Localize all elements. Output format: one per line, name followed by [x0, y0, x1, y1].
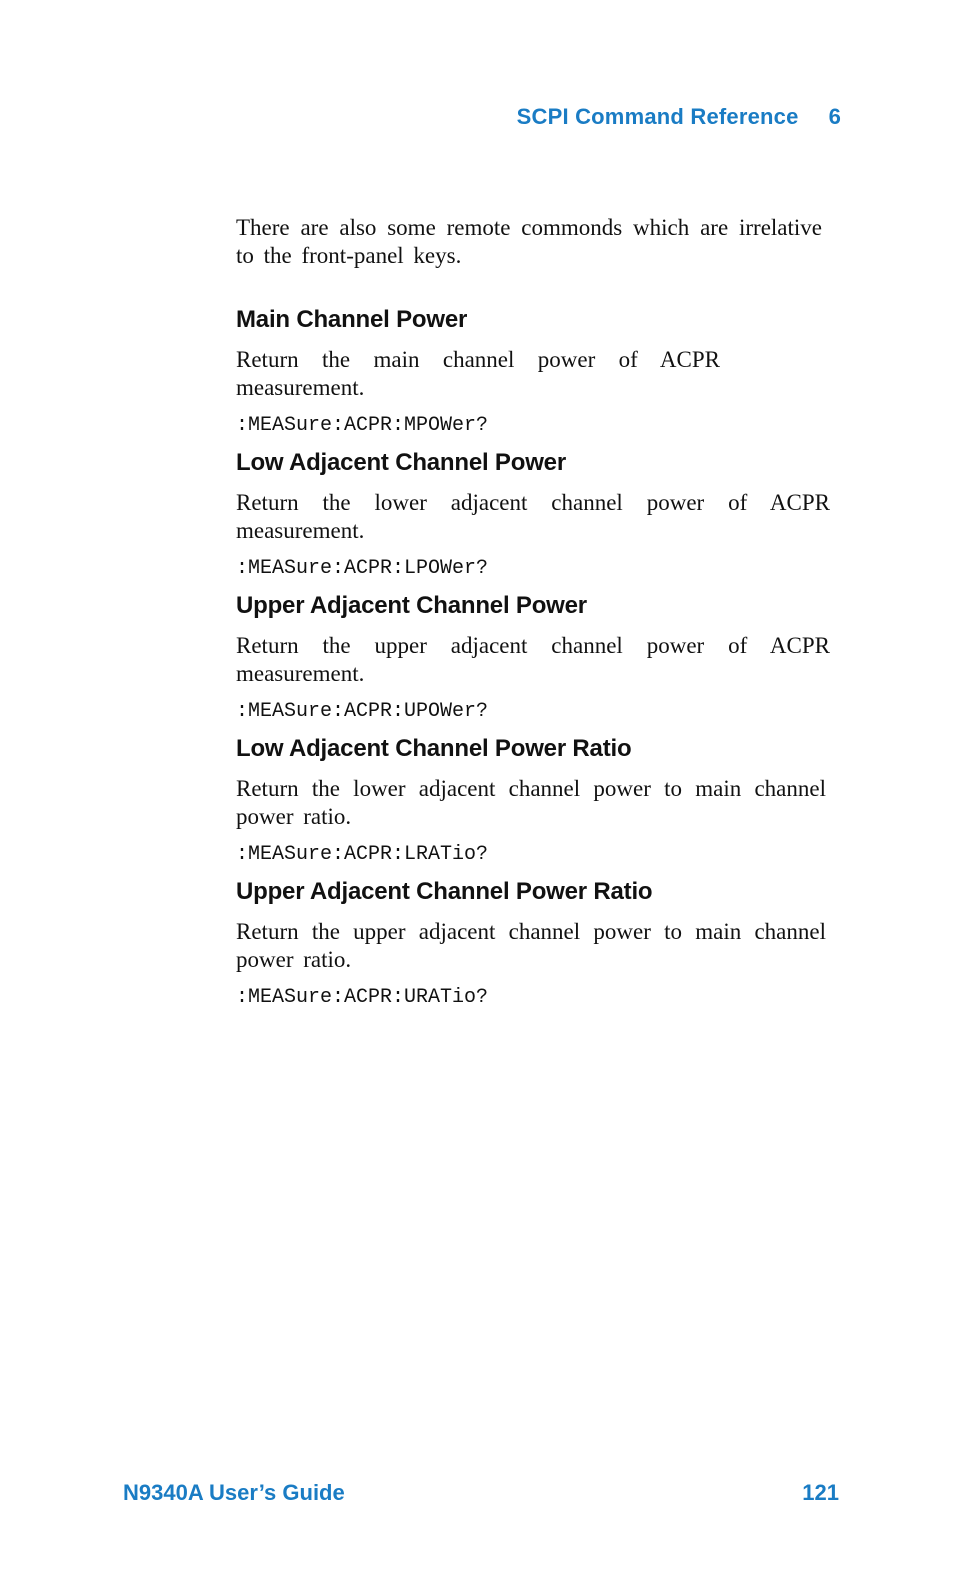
section-description: Return the upper adjacent channel power to main channel power ratio. [236, 919, 826, 972]
section-upper-adjacent-channel-power-ratio [236, 878, 830, 1009]
running-footer [123, 1480, 839, 1506]
section-heading: Low Adjacent Channel Power [236, 449, 566, 476]
scpi-command: :MEASure:ACPR:LRATio? [236, 843, 489, 866]
chapter-title: SCPI Command Reference [516, 104, 799, 129]
section-description: Return the main channel power of ACPR measurement. [236, 347, 720, 400]
section-description: Return the upper adjacent channel power of ACPR measurement. [236, 633, 830, 686]
section-upper-adjacent-channel-power [236, 592, 830, 723]
section-heading: Main Channel Power [236, 306, 468, 333]
running-header [517, 104, 841, 130]
page-body [236, 214, 830, 1021]
section-description: Return the lower adjacent channel power to main channel power ratio. [236, 776, 826, 829]
guide-title: N9340A User’s Guide [123, 1480, 345, 1505]
section-heading: Low Adjacent Channel Power Ratio [236, 735, 632, 762]
section-heading: Upper Adjacent Channel Power [236, 592, 587, 619]
scpi-command: :MEASure:ACPR:UPOWer? [236, 700, 489, 723]
section-low-adjacent-channel-power-ratio [236, 735, 830, 866]
section-description: Return the lower adjacent channel power of ACPR measurement. [236, 490, 830, 543]
chapter-number: 6 [828, 104, 841, 129]
intro-paragraph: There are also some remote commonds which are irrelative to the front-panel keys. [236, 215, 822, 268]
section-main-channel-power [236, 306, 830, 437]
scpi-command: :MEASure:ACPR:MPOWer? [236, 414, 489, 437]
section-heading: Upper Adjacent Channel Power Ratio [236, 878, 653, 905]
page-number: 121 [802, 1480, 839, 1505]
scpi-command: :MEASure:ACPR:URATio? [236, 986, 489, 1009]
scpi-command: :MEASure:ACPR:LPOWer? [236, 557, 489, 580]
section-low-adjacent-channel-power [236, 449, 830, 580]
